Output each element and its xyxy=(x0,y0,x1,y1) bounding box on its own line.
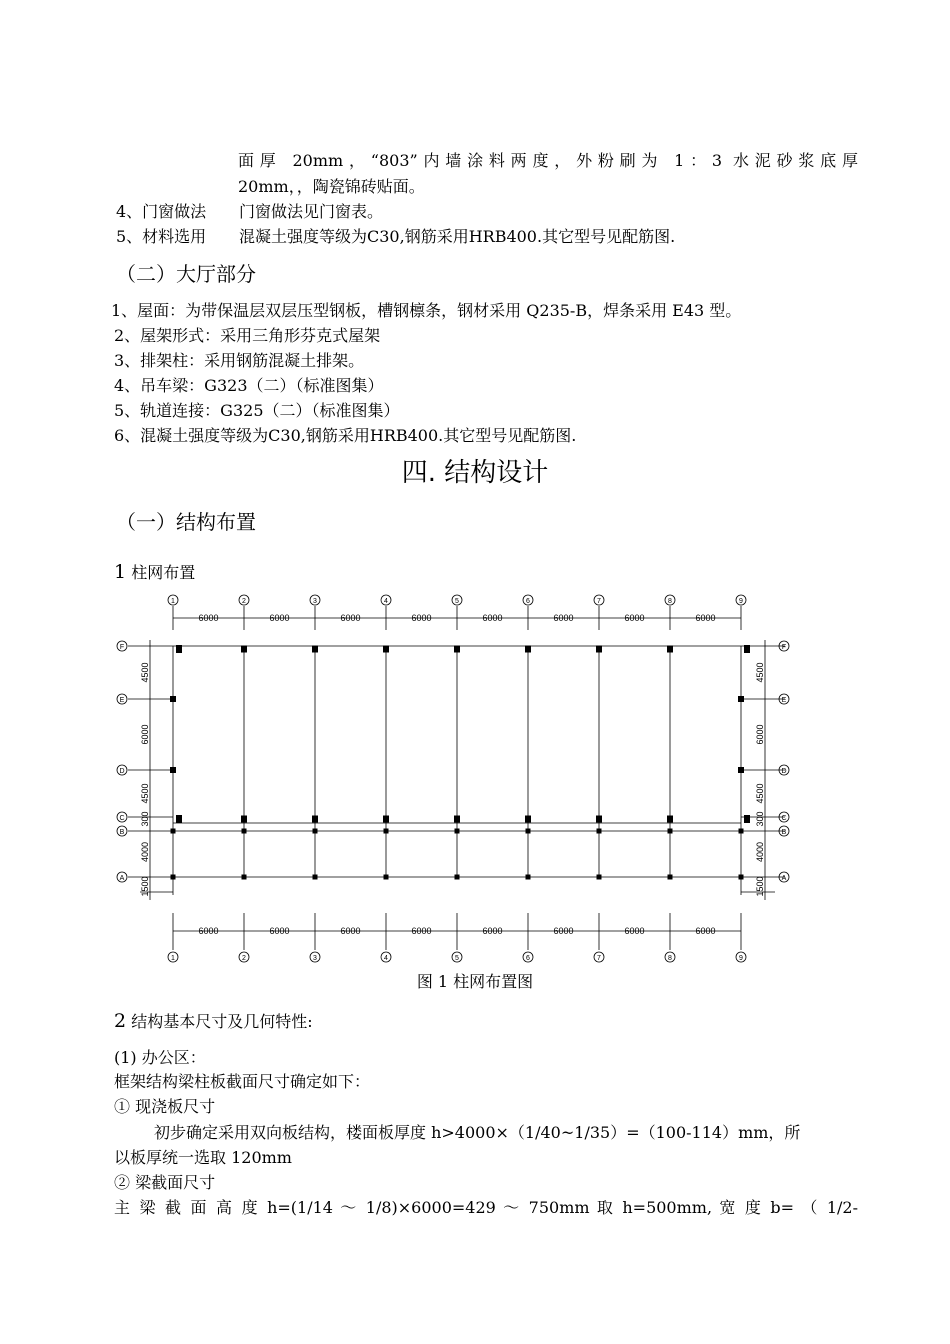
axis-number: 5 xyxy=(455,955,459,962)
bay-width-label-top: 6000 xyxy=(482,613,503,623)
axis-number: 6 xyxy=(526,955,530,962)
axis-number: 5 xyxy=(455,598,459,605)
axis-number: 9 xyxy=(739,955,743,962)
intro-item-label: 5、材料选用 xyxy=(116,227,207,246)
column-marker xyxy=(668,829,673,834)
bay-width-label-bottom: 6000 xyxy=(624,926,645,936)
column-marker xyxy=(738,696,744,702)
hall-item-4: 4、吊车梁：G323（二）（标准图集） xyxy=(114,376,384,395)
axis-number: 8 xyxy=(668,955,672,962)
axis-letter: E xyxy=(119,697,125,704)
hall-item-1: 1、屋面：为带保温层双层压型钢板，槽钢檩条，钢材采用 Q235-B，焊条采用 E43 型。 xyxy=(111,301,742,320)
vertical-dim-label-right: 4500 xyxy=(755,662,765,683)
office-item-2: ② 梁截面尺寸 xyxy=(114,1173,216,1192)
bay-width-label-bottom: 6000 xyxy=(198,926,219,936)
vertical-dim-label-left: 4000 xyxy=(140,841,150,863)
axis-letter: E xyxy=(781,697,787,704)
axis-number: 4 xyxy=(384,598,388,605)
axis-number: 1 xyxy=(171,955,175,962)
bay-width-label-top: 6000 xyxy=(624,613,645,623)
hall-heading: （二）大厅部分 xyxy=(116,262,256,286)
bay-width-label-top: 6000 xyxy=(198,613,219,623)
column-marker xyxy=(383,816,389,823)
column-marker xyxy=(171,829,176,834)
axis-letter: F xyxy=(781,644,787,651)
vertical-dim-label-left: 4500 xyxy=(140,662,150,683)
column-marker xyxy=(596,646,602,653)
column-marker xyxy=(455,875,460,880)
axis-letter: C xyxy=(781,815,787,822)
column-marker xyxy=(384,829,389,834)
column-marker xyxy=(596,816,602,823)
intro-item-4 xyxy=(116,201,383,223)
bay-width-label-top: 6000 xyxy=(340,613,361,623)
column-marker xyxy=(526,829,531,834)
column-marker xyxy=(597,875,602,880)
column-marker xyxy=(739,875,744,880)
axis-number: 6 xyxy=(526,598,530,605)
bay-width-label-bottom: 6000 xyxy=(482,926,503,936)
column-marker xyxy=(170,696,176,702)
axis-number: 8 xyxy=(668,598,672,605)
office-item-2-text: 主 梁 截 面 高 度 h=(1/14 ～ 1/8)×6000=429 ～ 750mm 取 h=500mm, 宽 度 b= （ 1/2- xyxy=(114,1198,858,1217)
figure-caption: 图 1 柱网布置图 xyxy=(416,972,534,991)
axis-number: 3 xyxy=(313,955,317,962)
column-marker xyxy=(525,646,531,653)
column-marker xyxy=(241,646,247,653)
vertical-dim-label-left: 6000 xyxy=(140,724,150,745)
section2-heading xyxy=(114,1010,313,1033)
column-grid-figure xyxy=(110,590,810,975)
column-marker xyxy=(241,816,247,823)
bay-width-label-top: 6000 xyxy=(411,613,432,623)
vertical-dim-label-left: 4500 xyxy=(140,783,150,804)
column-marker xyxy=(525,816,531,823)
office-intro: 框架结构梁柱板截面尺寸确定如下： xyxy=(114,1072,371,1091)
axis-letter: F xyxy=(119,644,125,651)
axis-letter: B xyxy=(119,829,125,836)
office-item-1-text: 初步确定采用双向板结构，楼面板厚度 h>4000×（1/40~1/35）=（100-114）mm，所 xyxy=(154,1123,801,1142)
axis-letter: B xyxy=(781,829,787,836)
office-item-1-text-2: 以板厚统一选取 120mm xyxy=(114,1148,292,1167)
section-title: 柱网布置 xyxy=(131,563,196,582)
column-marker xyxy=(668,875,673,880)
column-marker xyxy=(526,875,531,880)
intro-item-5 xyxy=(116,226,675,248)
column-marker xyxy=(312,816,318,823)
vertical-dim-label-right: 4000 xyxy=(755,841,765,863)
bay-width-label-top: 6000 xyxy=(695,613,716,623)
section-number: 1 xyxy=(114,561,127,583)
column-marker xyxy=(176,815,182,823)
hall-item-2: 2、屋架形式：采用三角形芬克式屋架 xyxy=(114,326,381,345)
intro-item-label: 4、门窗做法 xyxy=(116,202,207,221)
bay-width-label-bottom: 6000 xyxy=(340,926,361,936)
column-marker xyxy=(744,815,750,823)
vertical-dim-label-right: 1500 xyxy=(755,876,765,897)
axis-number: 4 xyxy=(384,955,388,962)
column-marker xyxy=(667,646,673,653)
section-title: 结构基本尺寸及几何特性: xyxy=(131,1012,313,1031)
column-marker xyxy=(454,816,460,823)
layout-heading: （一）结构布置 xyxy=(116,510,256,534)
vertical-dim-label-right: 4500 xyxy=(755,783,765,804)
column-marker xyxy=(312,646,318,653)
axis-letter: C xyxy=(119,815,125,822)
column-marker xyxy=(313,875,318,880)
axis-number: 3 xyxy=(313,598,317,605)
column-marker xyxy=(597,829,602,834)
axis-number: 7 xyxy=(597,955,601,962)
hall-item-6: 6、混凝土强度等级为C30,钢筋采用HRB400.其它型号见配筋图. xyxy=(114,426,577,445)
column-marker xyxy=(176,645,182,653)
intro-line-1: 面厚 20mm，“803”内墙涂料两度，外粉刷为 1：3 水泥砂浆底厚 xyxy=(238,151,858,170)
chapter-title: 四. 结构设计 xyxy=(401,458,549,488)
axis-number: 9 xyxy=(739,598,743,605)
column-marker xyxy=(242,875,247,880)
axis-number: 2 xyxy=(242,955,246,962)
column-marker xyxy=(455,829,460,834)
bay-width-label-bottom: 6000 xyxy=(411,926,432,936)
column-marker xyxy=(313,829,318,834)
vertical-dim-label-right: 300 xyxy=(755,811,765,827)
column-marker xyxy=(667,816,673,823)
office-title: (1) 办公区： xyxy=(114,1048,206,1067)
column-marker xyxy=(171,875,176,880)
vertical-dim-label-left: 1500 xyxy=(140,876,150,897)
vertical-dim-label-left: 300 xyxy=(140,811,150,827)
office-item-1: ① 现浇板尺寸 xyxy=(114,1097,216,1116)
bay-width-label-bottom: 6000 xyxy=(553,926,574,936)
column-marker xyxy=(739,829,744,834)
axis-letter: A xyxy=(119,875,125,882)
column-marker xyxy=(454,646,460,653)
bay-width-label-top: 6000 xyxy=(269,613,290,623)
axis-letter: D xyxy=(119,768,125,775)
section-number: 2 xyxy=(114,1010,127,1032)
hall-item-5: 5、轨道连接：G325（二）（标准图集） xyxy=(114,401,400,420)
axis-number: 7 xyxy=(597,598,601,605)
intro-item-text: 门窗做法见门窗表。 xyxy=(239,202,384,221)
column-marker xyxy=(744,645,750,653)
vertical-dim-label-right: 6000 xyxy=(755,724,765,745)
column-marker xyxy=(170,767,176,773)
intro-line-2: 20mm，，陶瓷锦砖贴面。 xyxy=(238,177,425,196)
intro-item-text: 混凝土强度等级为C30,钢筋采用HRB400.其它型号见配筋图. xyxy=(239,227,676,246)
bay-width-label-bottom: 6000 xyxy=(695,926,716,936)
column-marker xyxy=(383,646,389,653)
column-marker xyxy=(738,767,744,773)
axis-letter: D xyxy=(781,768,787,775)
hall-item-3: 3、排架柱：采用钢筋混凝土排架。 xyxy=(114,351,365,370)
axis-letter: A xyxy=(781,875,787,882)
grid-section-heading xyxy=(114,561,195,584)
bay-width-label-bottom: 6000 xyxy=(269,926,290,936)
axis-number: 2 xyxy=(242,598,246,605)
column-marker xyxy=(384,875,389,880)
axis-number: 1 xyxy=(171,598,175,605)
column-marker xyxy=(242,829,247,834)
bay-width-label-top: 6000 xyxy=(553,613,574,623)
